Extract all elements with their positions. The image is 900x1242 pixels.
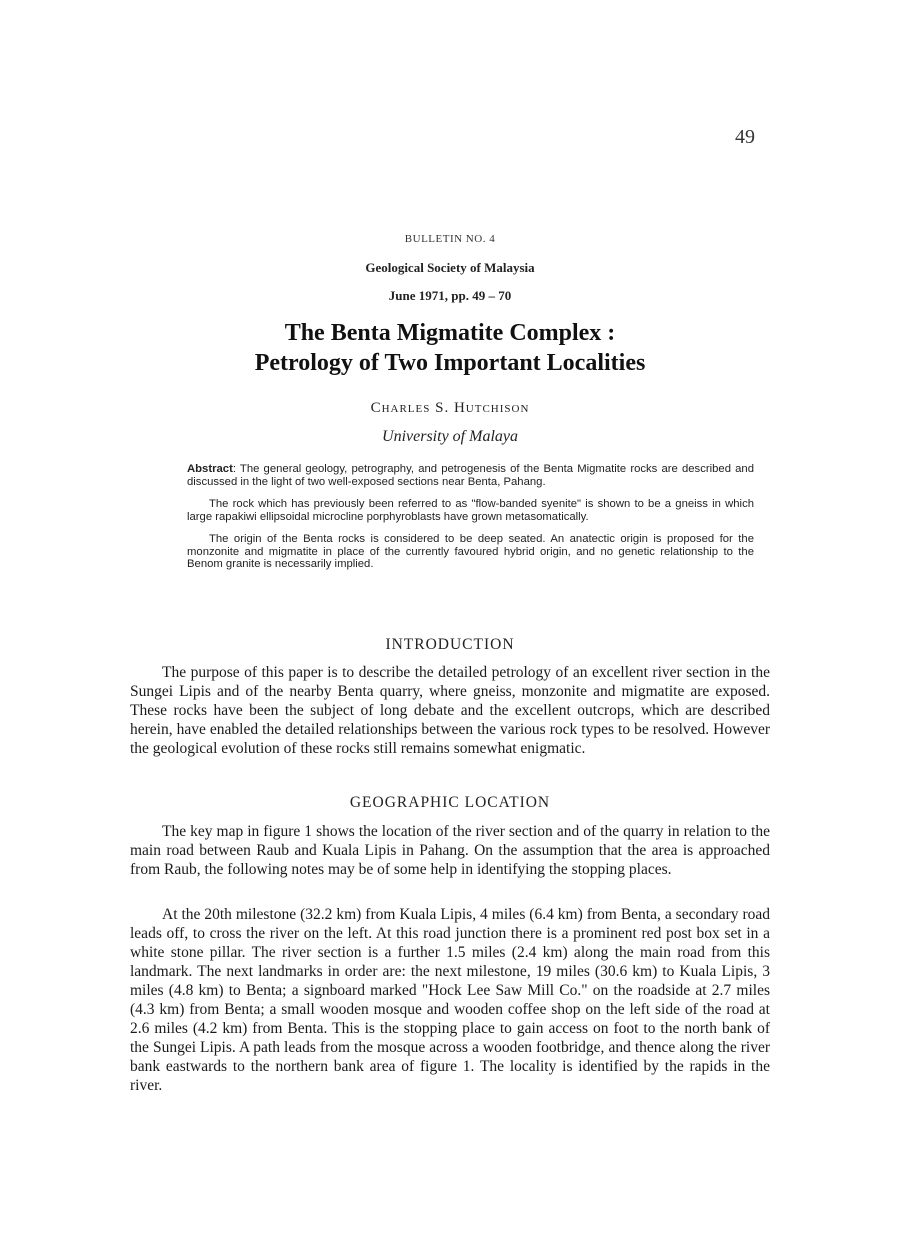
author-affiliation: University of Malaya: [382, 428, 518, 445]
geographic-paragraph-2: At the 20th milestone (32.2 km) from Kuala Lipis, 4 miles (6.4 km) from Benta, a secondary road leads off, to cross the river on the left. At this road junction there is a prominent red post box set in a white stone pillar. The river section is a further 1.5 miles (2.4 km) along the main road from this landmark. The next landmarks in order are: the next milestone, 19 miles (30.6 km) to Kuala Lipis, 3 miles (4.8 km) to Benta; a signboard marked "Hock Lee Saw Mill Co." on the roadside at 2.7 miles (4.3 km) from Benta; a small wooden mosque and wooden coffee shop on the left side of the road at 2.6 miles (4.2 km) from Benta. This is the stopping place to gain access on foot to the north bank of the Sungei Lipis. A path leads from the mosque across a wooden footbridge, and thence along the river bank eastwards to the northern bank area of figure 1. The locality is identified by the rapids in the river.: [130, 906, 770, 1094]
title-line-1: The Benta Migmatite Complex :: [284, 320, 616, 346]
abstract-text-1: : The general geology, petrography, and petrogenesis of the Benta Migmatite rocks are described and discussed in the light of two well-exposed sections near Benta, Pahang.: [187, 463, 754, 488]
article-title: [0, 318, 900, 378]
geographic-location-heading: GEOGRAPHIC LOCATION: [349, 794, 551, 811]
abstract-paragraph-1: [187, 463, 754, 488]
abstract: [187, 463, 754, 581]
page-number: 49: [735, 126, 755, 148]
society-name: Geological Society of Malaysia: [365, 260, 535, 275]
abstract-paragraph-2: The rock which has previously been referred to as "flow-banded syenite" is shown to be a gneiss in which large rapakiwi ellipsoidal microcline porphyroblasts have grown metasomatically.: [187, 498, 754, 523]
geographic-location-body-2: [130, 905, 770, 1095]
abstract-label: Abstract: [187, 463, 233, 475]
title-line-2: Petrology of Two Important Localities: [254, 350, 646, 376]
introduction-paragraph-1: The purpose of this paper is to describe the detailed petrology of an excellent river section in the Sungei Lipis and of the nearby Benta quarry, where gneiss, monzonite and migmatite are exposed. These rocks have been the subject of long debate and the excellent outcrops, which are described herein, have enabled the detailed relationships between the various rock types to be resolved. However the geological evolution of these rocks still remains somewhat enigmatic.: [130, 664, 770, 757]
author-name: Charles S. Hutchison: [370, 400, 530, 416]
introduction-heading: INTRODUCTION: [385, 636, 515, 653]
abstract-paragraph-3: The origin of the Benta rocks is considered to be deep seated. An anatectic origin is proposed for the monzonite and migmatite in place of the currently favoured hybrid origin, and no genetic relationship to the Benom granite is necessarily implied.: [187, 533, 754, 570]
introduction-body: [130, 663, 770, 758]
geographic-paragraph-1: The key map in figure 1 shows the location of the river section and of the quarry in relation to the main road between Raub and Kuala Lipis in Pahang. On the assumption that the area is approached from Raub, the following notes may be of some help in identifying the stopping places.: [130, 823, 770, 878]
bulletin-number: BULLETIN NO. 4: [404, 233, 496, 245]
publication-date: June 1971, pp. 49 – 70: [388, 288, 512, 303]
geographic-location-body-1: [130, 822, 770, 879]
